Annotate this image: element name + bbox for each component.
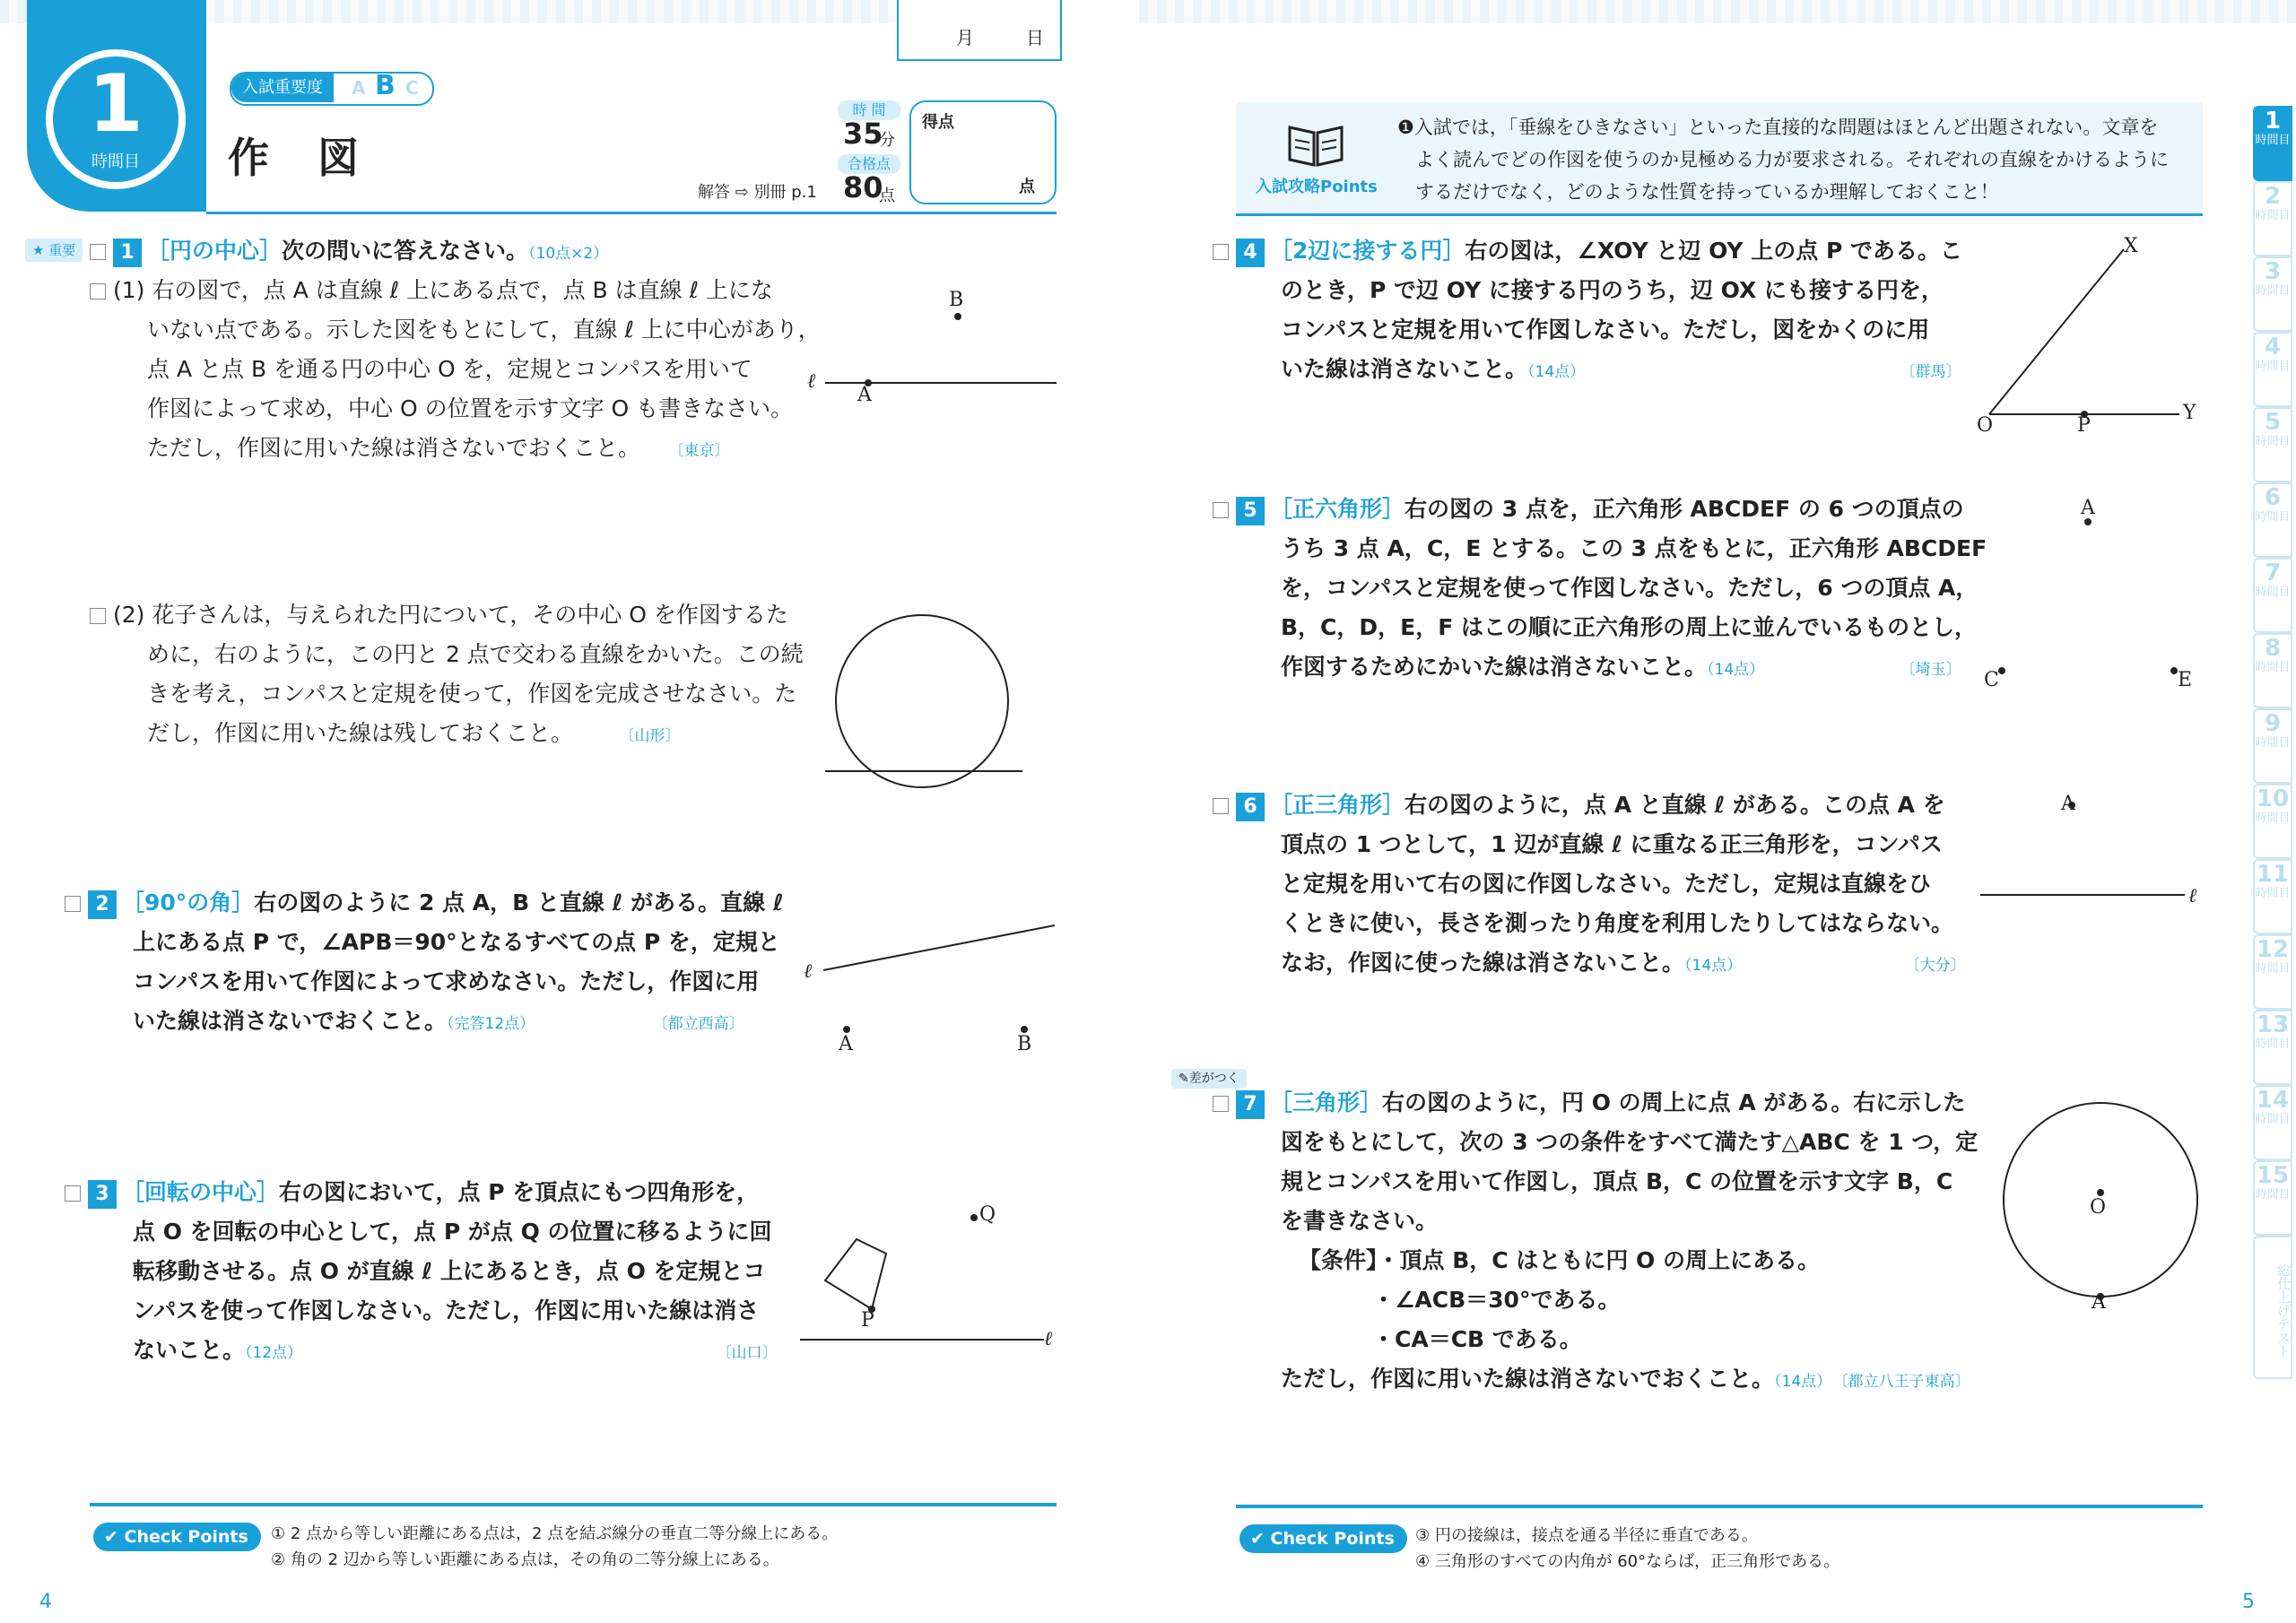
side-tab-unit: 時間目 — [2255, 962, 2291, 976]
label-b: B — [1017, 1033, 1032, 1055]
source: 〔都立西高〕 — [660, 1015, 744, 1033]
line: いた線は消さないこと。（14点） 〔群馬〕 — [1281, 356, 1961, 382]
problem-6-title: ［正三角形］ — [1270, 792, 1405, 818]
side-tab-unit: 時間目 — [2255, 586, 2291, 599]
page-number-left: 4 — [39, 1591, 52, 1613]
problem-3-title: ［回転の中心］ — [122, 1179, 280, 1205]
problem-2-title: ［90°の角］ — [122, 890, 255, 916]
label-p: P — [861, 1309, 874, 1332]
side-tab-1[interactable] — [2253, 106, 2292, 181]
label-l: ℓ — [2188, 885, 2197, 907]
label-l: ℓ — [804, 960, 813, 983]
line: 作図するためにかいた線は消さないこと。（14点） 〔埼玉〕 — [1281, 654, 1961, 680]
source: 〔都立八王子東高〕 — [1840, 1373, 1970, 1391]
line: 右の図において，点 P を頂点にもつ四角形を， — [279, 1179, 760, 1205]
lesson-number: 1 — [88, 57, 144, 150]
check-bar-left — [90, 1503, 1057, 1506]
line: 点 A と点 B を通る円の中心 O を，定規とコンパスを用いて — [147, 356, 752, 382]
condition-label: 【条件】 — [1299, 1247, 1378, 1273]
side-tab-3[interactable] — [2253, 256, 2292, 332]
line: きを考え，コンパスと定規を使って，作図を完成させなさい。た — [147, 681, 797, 707]
line: コンパスと定規を用いて作図しなさい。ただし，図をかくのに用 — [1281, 317, 1930, 343]
line: 頂点の 1 つとして，1 辺が直線 ℓ に重なる正三角形を，コンパス — [1281, 831, 1943, 857]
line: を，コンパスと定規を使って作図しなさい。ただし，6 つの頂点 A， — [1281, 575, 1979, 601]
side-tab-9[interactable] — [2253, 708, 2292, 784]
score-label: 得点 — [922, 113, 954, 132]
side-tab-unit: 時間目 — [2255, 812, 2291, 825]
side-tab-10[interactable] — [2253, 784, 2292, 859]
points-label: 入試攻略Points — [1256, 178, 1378, 196]
lesson-unit: 時間目 — [91, 152, 140, 171]
figure-1-1 — [807, 287, 1058, 421]
problem-3 — [65, 1173, 778, 1373]
label-l: ℓ — [1044, 1328, 1053, 1350]
check-pill-left: ✔ Check Points — [93, 1523, 261, 1551]
line: なお，作図に使った線は消さないこと。（14点） 〔大分〕 — [1281, 950, 1966, 976]
side-tab-number: 2 — [2264, 183, 2282, 210]
source: 〔東京〕 — [676, 442, 730, 460]
side-tab-number: 13 — [2256, 1011, 2290, 1038]
line: 右の図の 3 点を，正六角形 ABCDEF の 6 つの頂点の — [1405, 496, 1964, 522]
line: 右の図のように，点 A と直線 ℓ がある。この点 A を — [1405, 792, 1945, 818]
pass-value: 80 — [843, 170, 883, 204]
importance-level-a: A — [352, 77, 366, 99]
side-tab-unit: 時間目 — [2255, 661, 2291, 674]
side-tab-number: 6 — [2264, 484, 2282, 511]
label-a: A — [2081, 497, 2095, 519]
side-tab-unit: 時間目 — [2255, 435, 2291, 448]
label-a: A — [2092, 1291, 2106, 1314]
problem-6-number: 6 — [1236, 793, 1265, 821]
side-tab-5[interactable] — [2253, 407, 2292, 482]
header-rule — [206, 212, 1057, 214]
pass-unit: 点 — [879, 187, 895, 205]
source: 〔埼玉〕 — [1908, 661, 1961, 679]
line: 右の図は，∠XOY と辺 OY 上の点 P である。こ — [1465, 238, 1962, 264]
label-x: X — [2124, 235, 2138, 257]
side-tab-13[interactable] — [2253, 1010, 2292, 1085]
line: (1) 右の図で，点 A は直線 ℓ 上にある点で，点 B は直線 ℓ 上にな — [113, 277, 773, 303]
figure-2 — [807, 915, 1058, 1049]
side-tab-unit: 時間目 — [2255, 360, 2291, 373]
line: 規とコンパスを用いて作図し，頂点 B，C の位置を示す文字 B，C — [1281, 1168, 1953, 1194]
side-tab-number: 15 — [2256, 1162, 2290, 1189]
points-line: ❶入試では，「垂線をひきなさい」といった直接的な問題はほとんど出題されない。文章を — [1397, 117, 2159, 138]
checkbox[interactable] — [1213, 502, 1229, 518]
side-tab-number: 14 — [2256, 1087, 2290, 1114]
importance-level-c: C — [405, 77, 419, 99]
line: ンパスを使って作図しなさい。ただし，作図に用いた線は消さ — [133, 1298, 760, 1324]
checkbox[interactable] — [90, 244, 106, 260]
label-l: ℓ — [807, 370, 816, 393]
condition: ・頂点 B，C はともに円 O の周上にある。 — [1377, 1247, 1820, 1273]
line: を書きなさい。 — [1281, 1208, 1439, 1234]
time-unit: 分 — [879, 131, 895, 150]
problem-1-1 — [90, 271, 821, 471]
side-tab-number: 3 — [2264, 258, 2282, 285]
problem-6-points: （14点） — [1684, 957, 1743, 975]
checkbox[interactable] — [65, 1185, 81, 1202]
side-tab-number: 12 — [2256, 936, 2290, 963]
checkbox[interactable] — [1213, 244, 1229, 260]
side-tab-unit: 時間目 — [2255, 1188, 2291, 1202]
problem-7-number: 7 — [1236, 1090, 1265, 1119]
condition: ・∠ACB＝30°である。 — [1372, 1287, 1621, 1313]
problem-1-title: ［円の中心］ — [147, 238, 283, 264]
line: めに，右のように，この円と 2 点で交わる直線をかいた。この続 — [147, 641, 804, 667]
line: いた線は消さないでおくこと。（完答12点） 〔都立西高〕 — [133, 1008, 744, 1034]
problem-3-points: （12点） — [245, 1344, 303, 1362]
problem-5-title: ［正六角形］ — [1270, 496, 1405, 522]
check-pill-right: ✔ Check Points — [1239, 1524, 1407, 1553]
time-value: 35 — [843, 117, 883, 151]
check-bar-right — [1236, 1505, 2203, 1508]
problem-6 — [1213, 785, 1966, 985]
line: くときに使い，長さを測ったり角度を利用したりしてはならない。 — [1281, 910, 1954, 936]
label-b: B — [949, 289, 964, 311]
source: 〔群馬〕 — [1908, 363, 1961, 381]
checkbox[interactable] — [65, 896, 81, 912]
sagatsuku-badge: ✎差がつく — [1171, 1069, 1247, 1089]
points-line: するだけでなく，どのような性質を持っているか理解しておくこと！ — [1415, 181, 1999, 203]
importance-label: 入試重要度 — [231, 74, 334, 102]
source: 〔山形〕 — [627, 727, 681, 745]
side-tab-2[interactable] — [2253, 181, 2292, 256]
side-tab-unit: 時間目 — [2255, 510, 2291, 524]
problem-1-2 — [90, 595, 804, 756]
side-tab-6[interactable] — [2253, 482, 2292, 558]
check-line: ③ 円の接線は，接点を通る半径に垂直である。 — [1415, 1526, 1758, 1545]
line: 点 O を回転の中心として，点 P が点 Q の位置に移るように回 — [133, 1219, 772, 1245]
side-tab-11[interactable] — [2253, 859, 2292, 934]
check-line: ④ 三角形のすべての内角が 60°ならば，正三角形である。 — [1415, 1552, 1840, 1571]
problem-4 — [1213, 231, 1962, 392]
problem-1-points: （10点×2） — [528, 245, 609, 263]
sagatsuku-badge-text: 差がつく — [1188, 1072, 1239, 1086]
book-icon — [1284, 118, 1347, 169]
label-o: O — [1977, 414, 1994, 437]
condition-line — [1213, 1241, 1978, 1280]
check-label: Check Points — [1270, 1529, 1395, 1549]
line: ないこと。（12点） 〔山口〕 — [133, 1337, 778, 1363]
side-tab-number: 5 — [2264, 409, 2282, 436]
side-tab-number: 10 — [2256, 785, 2290, 812]
problem-4-number: 4 — [1236, 239, 1265, 267]
line: 転移動させる。点 O が直線 ℓ 上にあるとき，点 O を定規とコ — [133, 1258, 766, 1284]
date-day: 日 — [1026, 27, 1044, 48]
source: 〔大分〕 — [1912, 957, 1966, 975]
line: (2) 花子さんは，与えられた円について，その中心 O を作図するた — [113, 602, 788, 628]
side-tab-number: 9 — [2264, 710, 2282, 737]
problem-4-title: ［2辺に接する円］ — [1270, 238, 1465, 264]
label-a: A — [2061, 793, 2075, 815]
problem-2-number: 2 — [88, 890, 117, 919]
side-tab-unit: 時間目 — [2255, 209, 2291, 222]
problem-7-points: （14点） — [1774, 1373, 1832, 1391]
label-q: Q — [979, 1203, 996, 1226]
side-tab-number: 1 — [2264, 108, 2282, 135]
label-p: P — [2077, 414, 2091, 437]
side-tab-number: 11 — [2256, 861, 2290, 888]
label-a: A — [839, 1033, 853, 1055]
time-label: 時 間 — [838, 100, 900, 120]
side-tab-final-test[interactable]: 総仕上げテスト — [2253, 1236, 2292, 1379]
label-c: C — [1984, 669, 1999, 691]
pass-label: 合格点 — [838, 154, 900, 174]
checkbox[interactable] — [1213, 1096, 1229, 1112]
date-month: 月 — [956, 27, 974, 48]
checkbox[interactable] — [1213, 798, 1229, 814]
side-tab-unit: 時間目 — [2255, 134, 2291, 147]
line: のとき，P で辺 OY に接する円のうち，辺 OX にも接する円を， — [1281, 277, 1944, 303]
problem-5-number: 5 — [1236, 497, 1265, 525]
line: 右の図のように 2 点 A，B と直線 ℓ がある。直線 ℓ — [254, 890, 784, 916]
side-tab-15[interactable] — [2253, 1160, 2292, 1236]
points-rule — [1236, 213, 2203, 216]
figure-1-2 — [816, 610, 1031, 798]
line: 図をもとにして，次の 3 つの条件をすべて満たす△ABC を 1 つ，定 — [1281, 1129, 1979, 1155]
points-line: よく読んでどの作図を使うのか見極める力が要求される。それぞれの直線をかけるように — [1415, 149, 2169, 170]
condition: ・CA＝CB である。 — [1372, 1326, 1582, 1352]
source: 〔山口〕 — [724, 1344, 778, 1362]
side-tab-unit: 時間目 — [2255, 887, 2291, 900]
label-o: O — [2090, 1196, 2107, 1219]
answer-ref: 解答 ⇨ 別冊 p.1 — [698, 183, 817, 202]
problem-1-number: 1 — [113, 239, 142, 267]
check-text-right — [1415, 1523, 1839, 1575]
line: 作図によって求め，中心 O の位置を示す文字 O も書きなさい。 — [147, 395, 794, 421]
side-tab-unit: 時間目 — [2255, 1037, 2291, 1051]
side-tab-unit: 時間目 — [2255, 284, 2291, 298]
problem-2 — [65, 883, 784, 1044]
page-title: 作 図 — [228, 134, 362, 182]
problem-4-points: （14点） — [1527, 363, 1586, 381]
problem-7 — [1213, 1083, 1978, 1402]
score-unit: 点 — [1019, 178, 1035, 196]
line: コンパスを用いて作図によって求めなさい。ただし，作図に用 — [133, 968, 760, 994]
page-number-right: 5 — [2242, 1591, 2255, 1613]
problem-5 — [1213, 490, 1987, 690]
figure-3 — [789, 1202, 1049, 1354]
line: うち 3 点 A，C，E とする。この 3 点をもとに，正六角形 ABCDEF — [1281, 535, 1987, 561]
side-tab-unit: 時間目 — [2255, 1113, 2291, 1126]
check-line: ② 角の 2 辺から等しい距離にある点は，その角の二等分線上にある。 — [271, 1550, 779, 1569]
line: 右の図のように，円 O の周上に点 A がある。右に示した — [1382, 1089, 1966, 1115]
important-badge: ★ 重要 — [25, 239, 83, 262]
line: と定規を用いて右の図に作図しなさい。ただし，定規は直線をひ — [1281, 871, 1932, 897]
side-tab-14[interactable] — [2253, 1085, 2292, 1160]
importance-level-b: B — [375, 70, 396, 101]
side-tab-8[interactable] — [2253, 633, 2292, 708]
problem-5-points: （14点） — [1707, 661, 1765, 679]
problem-2-points: （完答12点） — [447, 1015, 535, 1033]
check-line: ① 2 点から等しい距離にある点は，2 点を結ぶ線分の垂直二等分線上にある。 — [271, 1524, 839, 1543]
label-y: Y — [2183, 402, 2196, 424]
label-e: E — [2178, 669, 2193, 691]
side-tab-unit: 時間目 — [2255, 736, 2291, 750]
side-tab-4[interactable] — [2253, 332, 2292, 407]
line: ただし，作図に用いた線は消さないでおくこと。 〔東京〕 — [147, 435, 730, 461]
important-badge-text: 重要 — [48, 242, 76, 258]
checkbox[interactable] — [90, 608, 106, 624]
problem-7-title: ［三角形］ — [1270, 1089, 1383, 1115]
figure-4 — [1973, 239, 2188, 427]
line: いない点である。示した図をもとにして，直線 ℓ 上に中心があり， — [147, 317, 821, 343]
side-tab-7[interactable] — [2253, 558, 2292, 633]
line: ただし，作図に用いた線は消さないでおくこと。（14点） 〔都立八王子東高〕 — [1281, 1366, 1970, 1392]
line: だし，作図に用いた線は残しておくこと。 〔山形〕 — [147, 720, 681, 746]
checkbox[interactable] — [90, 283, 106, 299]
label-a: A — [857, 384, 872, 406]
side-tab-12[interactable] — [2253, 934, 2292, 1010]
problem-1-text: 次の問いに答えなさい。 — [282, 238, 529, 264]
line: B，C，D，E，F はこの順に正六角形の周上に並んでいるものとし， — [1281, 614, 1978, 640]
side-tab-number: 4 — [2264, 334, 2282, 360]
side-tab-number: 7 — [2264, 560, 2282, 586]
check-text-left — [271, 1521, 838, 1573]
side-tab-number: 8 — [2264, 635, 2282, 662]
problem-1-header — [90, 231, 608, 273]
figure-6 — [1973, 789, 2188, 915]
points-text — [1397, 111, 2169, 208]
check-label: Check Points — [124, 1527, 248, 1547]
problem-3-number: 3 — [88, 1180, 117, 1209]
figure-5 — [1973, 502, 2188, 699]
line: 上にある点 P で，∠APB＝90°となるすべての点 P を，定規と — [133, 929, 780, 955]
